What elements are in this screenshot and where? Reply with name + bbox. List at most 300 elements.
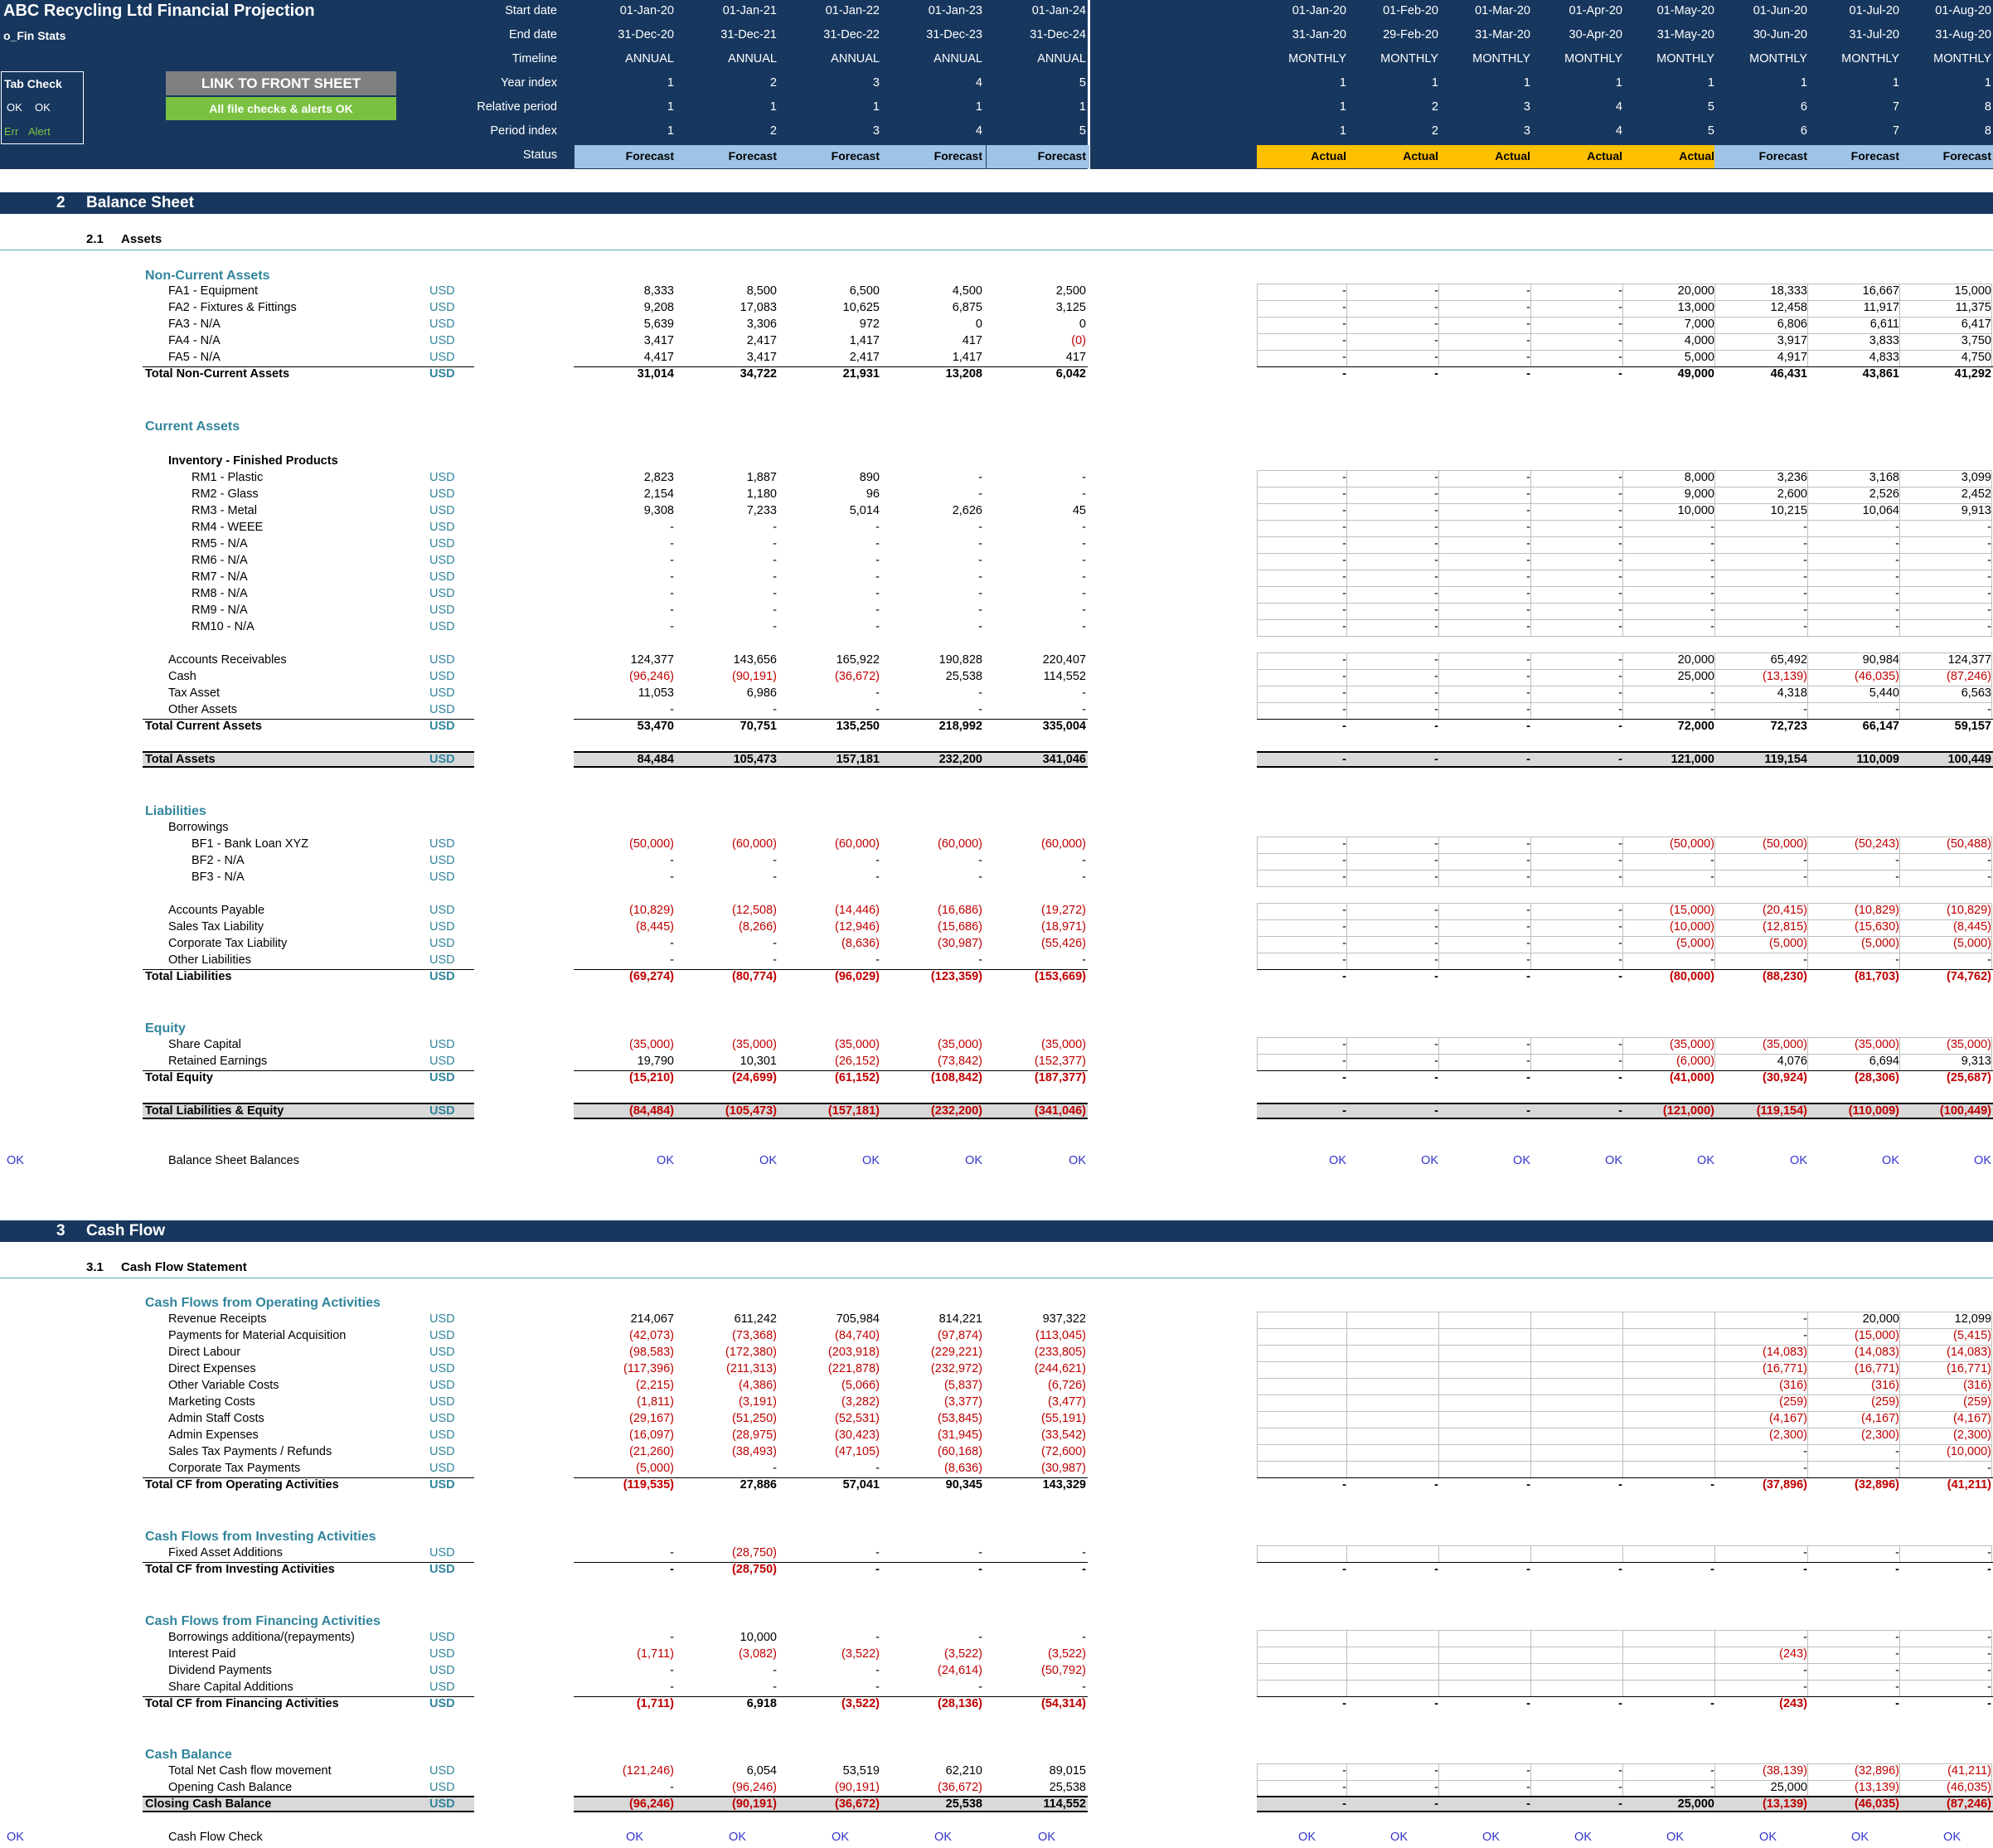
value-annual-2: -: [875, 537, 880, 551]
value-monthly-3: -: [1618, 1781, 1622, 1794]
value-annual-1: 6,986: [746, 686, 777, 700]
grid-cell-0: [1257, 1312, 1347, 1329]
check-label: Cash Flow Check: [168, 1831, 263, 1844]
value-monthly-3: -: [1618, 970, 1622, 983]
tab-check-alert: Alert: [28, 125, 51, 138]
value-annual-4: -: [1082, 703, 1086, 716]
row-label: Closing Cash Balance: [145, 1797, 272, 1811]
value-monthly-5: (30,924): [1762, 1071, 1807, 1084]
row-label: Admin Staff Costs: [168, 1412, 264, 1425]
row-label: Total CF from Financing Activities: [145, 1697, 339, 1710]
value-monthly-3: -: [1618, 670, 1622, 683]
value-monthly-3: -: [1618, 686, 1622, 700]
value-monthly-5: -: [1803, 570, 1807, 584]
section-3-bar: [0, 1220, 1993, 1242]
value-annual-0: (10,829): [628, 904, 674, 917]
value-monthly-1: -: [1434, 570, 1438, 584]
value-monthly-7: (41,211): [1947, 1764, 1991, 1778]
value-monthly-1: -: [1434, 521, 1438, 534]
value-annual-0: (1,711): [637, 1647, 674, 1661]
link-to-front-sheet-button[interactable]: LINK TO FRONT SHEET: [166, 71, 396, 95]
value-monthly-3: -: [1618, 920, 1622, 934]
check-monthly-4: OK: [1697, 1154, 1714, 1167]
currency-label: USD: [429, 1038, 455, 1051]
value-monthly-5: (119,154): [1756, 1104, 1807, 1118]
value-monthly-7: (5,000): [1953, 937, 1991, 950]
header-monthly-period-2: 3: [1523, 124, 1530, 138]
group-heading: Cash Flows from Investing Activities: [145, 1530, 376, 1544]
value-annual-3: 1,417: [952, 351, 982, 364]
row-label: Accounts Payable: [168, 904, 265, 917]
value-annual-3: 814,221: [938, 1312, 982, 1326]
currency-label: USD: [429, 1329, 455, 1342]
value-annual-2: (90,191): [834, 1781, 880, 1794]
value-monthly-1: -: [1434, 937, 1438, 950]
value-monthly-3: -: [1618, 753, 1622, 766]
value-annual-4: 6,042: [1055, 367, 1086, 381]
grid-cell-1: [1346, 1647, 1439, 1664]
value-monthly-7: 9,313: [1961, 1055, 1991, 1068]
row-label: Interest Paid: [168, 1647, 236, 1661]
value-monthly-7: -: [1987, 587, 1991, 600]
header-monthly-start-5: 01-Jun-20: [1753, 4, 1807, 17]
header-annual-period-1: 2: [769, 124, 777, 138]
value-monthly-4: (41,000): [1669, 1071, 1714, 1084]
value-monthly-3: -: [1618, 301, 1622, 314]
grid-cell-2: [1438, 1663, 1531, 1681]
value-annual-1: (8,266): [739, 920, 777, 934]
value-monthly-0: -: [1342, 284, 1346, 298]
value-monthly-4: -: [1710, 587, 1714, 600]
value-annual-2: 53,519: [842, 1764, 880, 1778]
grid-cell-1: [1346, 1361, 1439, 1379]
grid-cell-0: [1257, 1663, 1347, 1681]
check-label: Balance Sheet Balances: [168, 1154, 299, 1167]
value-monthly-0: -: [1342, 1797, 1346, 1811]
header-annual-timeline-4: ANNUAL: [1037, 52, 1086, 65]
value-monthly-0: -: [1342, 937, 1346, 950]
value-monthly-4: -: [1710, 871, 1714, 884]
value-annual-4: (54,314): [1040, 1697, 1086, 1710]
value-annual-3: (73,842): [937, 1055, 982, 1068]
value-annual-3: 6,875: [952, 301, 982, 314]
value-monthly-3: -: [1618, 1038, 1622, 1051]
row-label: Total Assets: [145, 753, 216, 766]
value-annual-3: -: [978, 1681, 982, 1694]
value-annual-4: 220,407: [1042, 653, 1086, 667]
check-annual-4: OK: [1069, 1154, 1086, 1167]
value-annual-1: -: [773, 871, 777, 884]
value-annual-1: 3,306: [746, 318, 777, 331]
value-monthly-5: 18,333: [1770, 284, 1807, 298]
value-monthly-6: -: [1895, 620, 1899, 633]
grid-cell-4: [1622, 1444, 1715, 1462]
value-monthly-5: 25,000: [1770, 1781, 1807, 1794]
value-annual-3: -: [978, 487, 982, 501]
check-left-ok: OK: [7, 1154, 24, 1167]
value-monthly-7: 4,750: [1961, 351, 1991, 364]
header-monthly-timeline-5: MONTHLY: [1749, 52, 1807, 65]
header-monthly-period-4: 5: [1707, 124, 1714, 138]
value-monthly-6: -: [1895, 1445, 1899, 1458]
currency-label: USD: [429, 284, 455, 298]
value-monthly-4: 4,000: [1684, 334, 1714, 347]
value-annual-1: -: [773, 587, 777, 600]
header-monthly-end-5: 30-Jun-20: [1753, 28, 1807, 41]
value-annual-0: 3,417: [643, 334, 674, 347]
value-monthly-0: -: [1342, 854, 1346, 867]
value-monthly-4: -: [1710, 703, 1714, 716]
currency-label: USD: [429, 587, 455, 600]
header-monthly-rel-6: 7: [1892, 100, 1899, 114]
value-annual-4: -: [1082, 620, 1086, 633]
value-annual-2: -: [875, 570, 880, 584]
value-annual-0: 2,154: [643, 487, 674, 501]
value-annual-1: (28,750): [731, 1563, 777, 1576]
value-monthly-3: -: [1618, 318, 1622, 331]
grid-cell-1: [1346, 1545, 1439, 1563]
subsection-2.1-number: 2.1: [86, 232, 104, 246]
header-annual-rel-1: 1: [769, 100, 777, 114]
value-annual-4: 335,004: [1042, 720, 1086, 733]
header-monthly-end-3: 30-Apr-20: [1569, 28, 1622, 41]
value-monthly-0: -: [1342, 487, 1346, 501]
value-annual-0: 9,308: [643, 504, 674, 517]
check-annual-0: OK: [657, 1154, 674, 1167]
value-monthly-7: 100,449: [1947, 753, 1991, 766]
value-annual-3: (16,686): [937, 904, 982, 917]
section-3-number: 3: [56, 1222, 65, 1239]
value-monthly-1: -: [1434, 670, 1438, 683]
value-monthly-5: (13,139): [1762, 670, 1807, 683]
value-monthly-6: (110,009): [1848, 1104, 1899, 1118]
value-monthly-6: -: [1895, 554, 1899, 567]
value-annual-0: -: [670, 1631, 674, 1644]
value-annual-0: (121,246): [622, 1764, 674, 1778]
header-monthly-period-6: 7: [1892, 124, 1899, 138]
value-monthly-3: -: [1618, 521, 1622, 534]
value-monthly-4: -: [1710, 570, 1714, 584]
value-monthly-0: -: [1342, 1781, 1346, 1794]
grid-cell-3: [1530, 1312, 1623, 1329]
value-monthly-0: -: [1342, 920, 1346, 934]
check-monthly-3: OK: [1574, 1831, 1592, 1844]
value-monthly-4: -: [1710, 554, 1714, 567]
row-label: Total Liabilities: [145, 970, 232, 983]
currency-label: USD: [429, 904, 455, 917]
currency-label: USD: [429, 1412, 455, 1425]
report-title: ABC Recycling Ltd Financial Projection: [3, 2, 315, 20]
value-annual-3: (24,614): [937, 1664, 982, 1677]
value-monthly-0: -: [1342, 1104, 1346, 1118]
check-monthly-2: OK: [1513, 1154, 1530, 1167]
value-annual-0: -: [670, 871, 674, 884]
value-annual-3: 25,538: [945, 670, 982, 683]
value-annual-2: (60,000): [834, 837, 880, 851]
grid-cell-3: [1530, 1630, 1623, 1647]
grid-cell-2: [1438, 1312, 1531, 1329]
value-monthly-6: (46,035): [1854, 1797, 1899, 1811]
check-annual-3: OK: [965, 1154, 982, 1167]
value-annual-2: (36,672): [834, 670, 880, 683]
value-monthly-6: -: [1895, 1546, 1899, 1559]
grid-cell-1: [1346, 1378, 1439, 1395]
value-monthly-1: -: [1434, 1104, 1438, 1118]
value-monthly-7: (35,000): [1946, 1038, 1991, 1051]
value-monthly-6: 6,694: [1869, 1055, 1899, 1068]
value-annual-3: 218,992: [938, 720, 982, 733]
grid-cell-0: [1257, 1680, 1347, 1697]
value-monthly-6: (32,896): [1854, 1764, 1899, 1778]
value-annual-3: 90,345: [945, 1478, 982, 1491]
currency-label: USD: [429, 720, 455, 733]
header-annual-year-3: 4: [975, 76, 982, 90]
value-annual-2: 972: [859, 318, 880, 331]
row-label: Marketing Costs: [168, 1395, 255, 1409]
header-annual-start-0: 01-Jan-20: [619, 4, 674, 17]
value-monthly-4: (50,000): [1669, 837, 1714, 851]
check-monthly-6: OK: [1851, 1831, 1869, 1844]
value-monthly-7: (46,035): [1946, 1781, 1991, 1794]
value-monthly-0: -: [1342, 871, 1346, 884]
header-annual-end-3: 31-Dec-23: [926, 28, 982, 41]
value-annual-3: -: [978, 604, 982, 617]
row-label: BF2 - N/A: [192, 854, 245, 867]
value-annual-3: 62,210: [945, 1764, 982, 1778]
value-monthly-3: -: [1618, 1478, 1622, 1491]
value-annual-3: (108,842): [930, 1071, 982, 1084]
value-monthly-4: 20,000: [1677, 653, 1714, 667]
grid-cell-0: [1257, 1394, 1347, 1412]
header-monthly-year-1: 1: [1431, 76, 1438, 90]
group-heading: Liabilities: [145, 804, 206, 818]
tab-check-title: Tab Check: [4, 77, 62, 90]
value-annual-2: (8,636): [841, 937, 880, 950]
value-annual-1: 3,417: [746, 351, 777, 364]
currency-label: USD: [429, 1428, 455, 1442]
value-monthly-7: (74,762): [1946, 970, 1991, 983]
value-annual-4: (244,621): [1034, 1362, 1086, 1375]
value-monthly-0: -: [1342, 504, 1346, 517]
value-annual-4: (341,046): [1034, 1104, 1086, 1118]
status-monthly-5: Forecast: [1758, 149, 1807, 162]
value-annual-3: 2,626: [952, 504, 982, 517]
row-label: Other Variable Costs: [168, 1379, 279, 1392]
value-annual-2: (3,282): [841, 1395, 880, 1409]
value-annual-2: (96,029): [834, 970, 880, 983]
value-monthly-1: -: [1434, 554, 1438, 567]
value-monthly-7: -: [1987, 1563, 1991, 1576]
value-monthly-1: -: [1434, 604, 1438, 617]
header-monthly-end-7: 31-Aug-20: [1935, 28, 1991, 41]
value-monthly-7: (8,445): [1953, 920, 1991, 934]
value-monthly-3: -: [1618, 1797, 1622, 1811]
grid-cell-2: [1438, 1345, 1531, 1362]
header-gap: [1088, 0, 1090, 169]
value-annual-0: -: [670, 537, 674, 551]
value-monthly-5: -: [1803, 1462, 1807, 1475]
value-monthly-5: (316): [1779, 1379, 1807, 1392]
value-annual-2: (221,878): [827, 1362, 880, 1375]
value-annual-0: (8,445): [636, 920, 674, 934]
value-monthly-6: 6,611: [1869, 318, 1899, 331]
value-annual-2: (35,000): [834, 1038, 880, 1051]
value-monthly-5: (14,083): [1762, 1346, 1807, 1359]
value-annual-1: -: [773, 854, 777, 867]
value-monthly-7: 6,563: [1961, 686, 1991, 700]
value-annual-1: 17,083: [739, 301, 777, 314]
currency-label: USD: [429, 920, 455, 934]
value-monthly-5: -: [1803, 620, 1807, 633]
grid-cell-4: [1622, 1345, 1715, 1362]
value-monthly-6: 3,168: [1869, 471, 1899, 484]
value-annual-1: 611,242: [734, 1312, 777, 1326]
value-monthly-6: -: [1895, 521, 1899, 534]
header-annual-start-1: 01-Jan-21: [722, 4, 777, 17]
value-monthly-3: -: [1618, 854, 1622, 867]
header-annual-year-2: 3: [872, 76, 880, 90]
grid-cell-3: [1530, 1461, 1623, 1478]
value-annual-2: (26,152): [834, 1055, 880, 1068]
value-monthly-7: (100,449): [1939, 1104, 1991, 1118]
value-monthly-2: -: [1526, 504, 1530, 517]
value-monthly-4: (35,000): [1669, 1038, 1714, 1051]
value-annual-2: -: [875, 953, 880, 967]
header-monthly-year-2: 1: [1523, 76, 1530, 90]
currency-label: USD: [429, 604, 455, 617]
value-annual-2: -: [875, 686, 880, 700]
currency-label: USD: [429, 1681, 455, 1694]
value-annual-4: (72,600): [1040, 1445, 1086, 1458]
value-monthly-5: -: [1803, 587, 1807, 600]
value-annual-4: -: [1082, 686, 1086, 700]
status-annual-2: Forecast: [831, 149, 880, 162]
value-annual-1: 27,886: [739, 1478, 777, 1491]
grid-cell-3: [1530, 1361, 1623, 1379]
header-annual-rel-2: 1: [872, 100, 880, 114]
value-monthly-3: -: [1618, 487, 1622, 501]
value-monthly-3: -: [1618, 1104, 1622, 1118]
value-monthly-6: -: [1895, 604, 1899, 617]
header-monthly-start-3: 01-Apr-20: [1569, 4, 1622, 17]
value-monthly-5: 6,806: [1777, 318, 1807, 331]
header-monthly-rel-1: 2: [1431, 100, 1438, 114]
value-monthly-7: -: [1987, 703, 1991, 716]
check-monthly-0: OK: [1329, 1154, 1346, 1167]
value-annual-0: (117,396): [623, 1362, 674, 1375]
value-annual-3: (5,837): [944, 1379, 982, 1392]
value-monthly-6: -: [1895, 1697, 1899, 1710]
value-annual-2: 10,625: [842, 301, 880, 314]
grid-cell-1: [1346, 1630, 1439, 1647]
value-monthly-1: -: [1434, 720, 1438, 733]
status-monthly-1: Actual: [1403, 149, 1438, 162]
value-annual-3: (229,221): [930, 1346, 982, 1359]
value-annual-1: -: [773, 953, 777, 967]
header-annual-period-4: 5: [1079, 124, 1086, 138]
row-label: Opening Cash Balance: [168, 1781, 293, 1794]
value-monthly-7: (87,246): [1946, 1797, 1991, 1811]
value-annual-2: 96: [866, 487, 880, 501]
currency-label: USD: [429, 1071, 455, 1084]
header-label-timeline: Timeline: [512, 52, 557, 65]
value-annual-0: -: [670, 854, 674, 867]
header-monthly-period-7: 8: [1984, 124, 1991, 138]
value-monthly-4: (121,000): [1662, 1104, 1714, 1118]
currency-label: USD: [429, 753, 455, 766]
value-annual-3: 25,538: [945, 1797, 982, 1811]
value-annual-4: 417: [1065, 351, 1086, 364]
header-monthly-start-0: 01-Jan-20: [1292, 4, 1346, 17]
row-label: FA1 - Equipment: [168, 284, 258, 298]
row-label: RM1 - Plastic: [192, 471, 264, 484]
value-monthly-2: -: [1526, 1038, 1530, 1051]
value-annual-4: 114,552: [1043, 1797, 1086, 1811]
value-annual-1: (12,508): [731, 904, 777, 917]
header-annual-start-3: 01-Jan-23: [928, 4, 982, 17]
value-monthly-2: -: [1526, 1697, 1530, 1710]
value-monthly-4: -: [1710, 1697, 1714, 1710]
value-monthly-5: -: [1803, 854, 1807, 867]
value-annual-2: 890: [859, 471, 880, 484]
header-monthly-rel-5: 6: [1800, 100, 1807, 114]
grid-cell-0: [1257, 1378, 1347, 1395]
currency-label: USD: [429, 1445, 455, 1458]
grid-cell-0: [1257, 1545, 1347, 1563]
check-monthly-3: OK: [1605, 1154, 1622, 1167]
value-monthly-0: -: [1342, 970, 1346, 983]
row-label: Total Current Assets: [145, 720, 262, 733]
value-monthly-4: -: [1710, 1478, 1714, 1491]
value-monthly-3: -: [1618, 334, 1622, 347]
value-monthly-6: 3,833: [1869, 334, 1899, 347]
status-annual-1: Forecast: [728, 149, 777, 162]
value-monthly-7: 15,000: [1954, 284, 1991, 298]
value-monthly-0: -: [1342, 318, 1346, 331]
value-monthly-6: (15,000): [1854, 1329, 1899, 1342]
value-monthly-3: -: [1618, 720, 1622, 733]
row-label: Fixed Asset Additions: [168, 1546, 283, 1559]
value-annual-4: (233,805): [1034, 1346, 1086, 1359]
row-label: RM9 - N/A: [192, 604, 248, 617]
value-monthly-2: -: [1526, 937, 1530, 950]
value-monthly-3: -: [1618, 504, 1622, 517]
currency-label: USD: [429, 554, 455, 567]
value-monthly-2: -: [1526, 587, 1530, 600]
value-monthly-4: -: [1710, 620, 1714, 633]
value-annual-0: -: [670, 587, 674, 600]
value-monthly-3: -: [1618, 1563, 1622, 1576]
value-annual-1: 8,500: [746, 284, 777, 298]
grid-cell-1: [1346, 1680, 1439, 1697]
value-annual-0: (2,215): [636, 1379, 674, 1392]
value-monthly-3: -: [1618, 351, 1622, 364]
value-monthly-4: (80,000): [1669, 970, 1714, 983]
header-annual-end-1: 31-Dec-21: [720, 28, 777, 41]
grid-cell-2: [1438, 1545, 1531, 1563]
header-annual-rel-3: 1: [975, 100, 982, 114]
row-label: Total Equity: [145, 1071, 213, 1084]
value-annual-1: -: [773, 937, 777, 950]
value-monthly-7: (50,488): [1946, 837, 1991, 851]
grid-cell-2: [1438, 1378, 1531, 1395]
value-monthly-7: -: [1987, 1546, 1991, 1559]
value-monthly-5: (259): [1779, 1395, 1807, 1409]
header-label-period: Period index: [490, 124, 557, 138]
value-monthly-7: (5,415): [1953, 1329, 1991, 1342]
value-annual-0: (35,000): [628, 1038, 674, 1051]
row-label: RM6 - N/A: [192, 554, 248, 567]
